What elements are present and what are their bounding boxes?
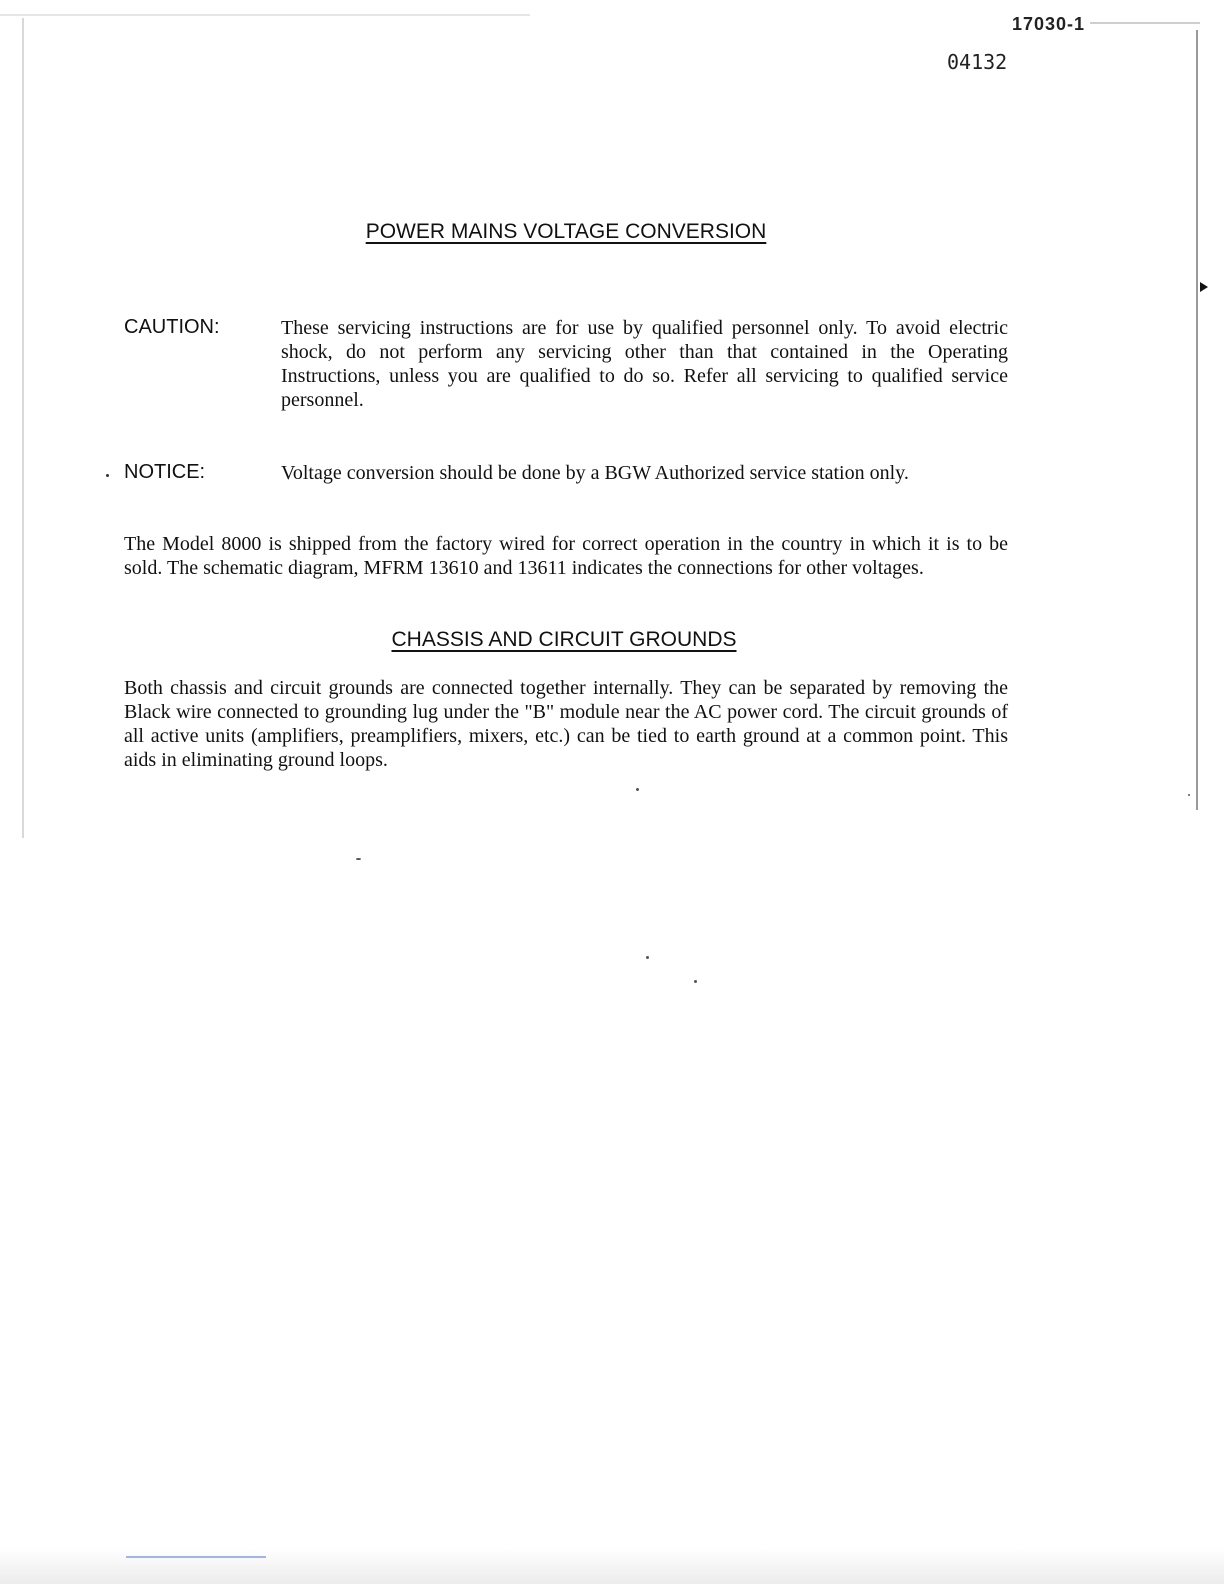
notice-label: NOTICE: <box>124 461 206 483</box>
scan-edge-top-right <box>1090 22 1200 24</box>
voltage-conversion-heading: POWER MAINS VOLTAGE CONVERSION <box>365 220 767 243</box>
scan-speck <box>1188 794 1190 796</box>
margin-arrow-mark <box>1200 282 1208 292</box>
scan-edge-left <box>22 18 24 838</box>
scan-speck <box>636 788 639 791</box>
top-document-code: 17030-1 <box>1012 14 1086 34</box>
notice-text: Voltage conversion should be done by a BGW Authorized service station only. <box>281 462 909 484</box>
caution-text: These servicing instructions are for use by qualified personnel only. To avoid electric shock, do not perform any servicing other than that contained in the Operating Instructions, unless you are qualified to do so. Refer all servicing to qualified service personnel. <box>281 317 1008 411</box>
document-code: 04132 <box>947 50 1008 74</box>
scan-edge-right <box>1196 30 1198 810</box>
scan-edge-top <box>0 14 530 16</box>
notice-bullet <box>106 474 109 477</box>
scan-bottom-line <box>126 1556 266 1558</box>
scan-speck <box>694 980 697 983</box>
model-paragraph: The Model 8000 is shipped from the factory wired for correct operation in the country in which it is to be sold. The schematic diagram, MFRM 13610 and 13611 indicates the connections for other voltages. <box>124 533 1008 579</box>
grounds-paragraph: Both chassis and circuit grounds are connected together internally. They can be separated by removing the Black wire connected to grounding lug under the "B" module near the AC power cord. The circuit grounds of all active units (amplifiers, preamplifiers, mixers, etc.) can be tied to earth ground at a common point. This aids in eliminating ground loops. <box>124 677 1008 771</box>
scan-speck <box>356 858 361 860</box>
scan-speck <box>646 956 649 959</box>
caution-label: CAUTION: <box>124 316 220 338</box>
grounds-heading: CHASSIS AND CIRCUIT GROUNDS <box>391 628 737 651</box>
scan-bottom-band <box>0 1548 1224 1584</box>
